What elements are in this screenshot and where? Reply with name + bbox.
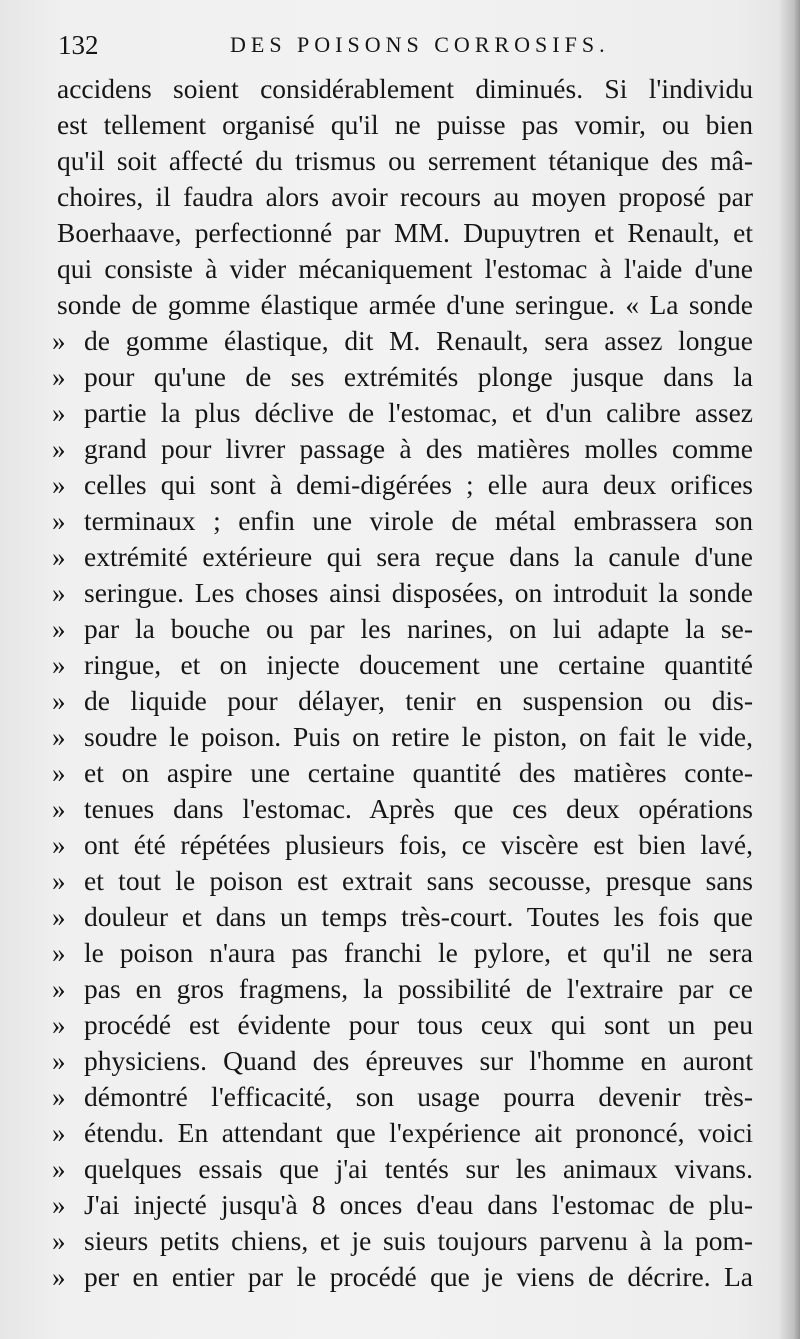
- text-line: [0, 251, 800, 287]
- guillemet: »: [52, 614, 66, 644]
- text-line: [0, 71, 800, 107]
- line-text: de gomme élastique, dit M. Renault, sera assez longue: [84, 325, 753, 356]
- line-text: douleur et dans un temps très-court. Toutes les fois que: [84, 901, 753, 932]
- guillemet: »: [52, 902, 66, 932]
- line-text: tenues dans l'estomac. Après que ces deux opérations: [84, 793, 753, 824]
- line-text: et on aspire une certaine quantité des matières conte-: [84, 757, 753, 788]
- text-line: [0, 1187, 800, 1223]
- line-text: sonde de gomme élastique armée d'une seringue. « La sonde: [57, 289, 753, 320]
- line-text: terminaux ; enfin une virole de métal embrassera son: [84, 505, 753, 536]
- text-line: [0, 1007, 800, 1043]
- text-line: [0, 1079, 800, 1115]
- line-text: seringue. Les choses ainsi disposées, on introduit la sonde: [84, 577, 753, 608]
- line-text: accidens soient considérablement diminués. Si l'individu: [57, 73, 753, 104]
- text-line: [0, 1115, 800, 1151]
- line-text: pas en gros fragmens, la possibilité de l'extraire par ce: [84, 973, 753, 1004]
- line-text: celles qui sont à demi-digérées ; elle aura deux orifices: [84, 469, 753, 500]
- line-text: extrémité extérieure qui sera reçue dans la canule d'une: [84, 541, 753, 572]
- line-text: démontré l'efficacité, son usage pourra devenir très-: [84, 1081, 753, 1112]
- guillemet: »: [52, 758, 66, 788]
- guillemet: »: [52, 1190, 66, 1220]
- guillemet: »: [52, 974, 66, 1004]
- guillemet: »: [52, 542, 66, 572]
- page-number: 132: [58, 30, 99, 60]
- text-line: [0, 647, 800, 683]
- guillemet: »: [52, 470, 66, 500]
- guillemet: »: [52, 326, 66, 356]
- line-text: qu'il soit affecté du trismus ou serrement tétanique des mâ-: [57, 145, 753, 176]
- guillemet: »: [52, 578, 66, 608]
- text-line: [0, 755, 800, 791]
- guillemet: »: [52, 722, 66, 752]
- line-text: pour qu'une de ses extrémités plonge jusque dans la: [84, 361, 753, 392]
- line-text: J'ai injecté jusqu'à 8 onces d'eau dans l'estomac de plu-: [84, 1189, 753, 1220]
- guillemet: »: [52, 686, 66, 716]
- text-line: [0, 215, 800, 251]
- text-line: [0, 791, 800, 827]
- text-line: [0, 539, 800, 575]
- text-line: [0, 359, 800, 395]
- text-line: [0, 143, 800, 179]
- text-line: [0, 467, 800, 503]
- guillemet: »: [52, 434, 66, 464]
- text-line: [0, 575, 800, 611]
- text-line: [0, 1151, 800, 1187]
- text-line: [0, 431, 800, 467]
- line-text: soudre le poison. Puis on retire le piston, on fait le vide,: [84, 721, 753, 752]
- line-text: Boerhaave, perfectionné par MM. Dupuytren et Renault, et: [57, 217, 753, 248]
- guillemet: »: [52, 866, 66, 896]
- line-text: qui consiste à vider mécaniquement l'estomac à l'aide d'une: [57, 253, 753, 284]
- text-line: [0, 899, 800, 935]
- text-line: [0, 1259, 800, 1295]
- line-text: physiciens. Quand des épreuves sur l'homme en auront: [84, 1045, 753, 1076]
- text-line: [0, 863, 800, 899]
- text-line: [0, 1043, 800, 1079]
- text-line: [0, 1223, 800, 1259]
- line-text: et tout le poison est extrait sans secousse, presque sans: [84, 865, 753, 896]
- text-line: [0, 827, 800, 863]
- guillemet: »: [52, 1262, 66, 1292]
- line-text: de liquide pour délayer, tenir en suspension ou dis-: [84, 685, 753, 716]
- guillemet: »: [52, 1082, 66, 1112]
- guillemet: »: [52, 362, 66, 392]
- text-line: [0, 683, 800, 719]
- running-title: DES POISONS CORROSIFS.: [230, 32, 610, 57]
- text-line: [0, 935, 800, 971]
- line-text: ringue, et on injecte doucement une certaine quantité: [84, 649, 753, 680]
- guillemet: »: [52, 506, 66, 536]
- guillemet: »: [52, 794, 66, 824]
- text-line: [0, 971, 800, 1007]
- guillemet: »: [52, 398, 66, 428]
- line-text: le poison n'aura pas franchi le pylore, et qu'il ne sera: [84, 937, 753, 968]
- guillemet: »: [52, 1226, 66, 1256]
- text-line: [0, 503, 800, 539]
- text-line: [0, 287, 800, 323]
- line-text: quelques essais que j'ai tentés sur les animaux vivans.: [84, 1153, 753, 1184]
- line-text: est tellement organisé qu'il ne puisse pas vomir, ou bien: [57, 109, 753, 140]
- text-line: [0, 179, 800, 215]
- line-text: per en entier par le procédé que je viens de décrire. La: [84, 1261, 753, 1292]
- guillemet: »: [52, 1046, 66, 1076]
- line-text: sieurs petits chiens, et je suis toujours parvenu à la pom-: [84, 1225, 753, 1256]
- guillemet: »: [52, 830, 66, 860]
- guillemet: »: [52, 650, 66, 680]
- guillemet: »: [52, 1118, 66, 1148]
- guillemet: »: [52, 938, 66, 968]
- text-line: [0, 611, 800, 647]
- guillemet: »: [52, 1010, 66, 1040]
- running-head: [58, 30, 748, 70]
- line-text: choires, il faudra alors avoir recours au moyen proposé par: [57, 181, 753, 212]
- line-text: étendu. En attendant que l'expérience ait prononcé, voici: [84, 1117, 753, 1148]
- line-text: ont été répétées plusieurs fois, ce viscère est bien lavé,: [84, 829, 753, 860]
- text-line: [0, 719, 800, 755]
- guillemet: »: [52, 1154, 66, 1184]
- text-line: [0, 323, 800, 359]
- line-text: partie la plus déclive de l'estomac, et d'un calibre assez: [84, 397, 753, 428]
- line-text: grand pour livrer passage à des matières molles comme: [84, 433, 753, 464]
- line-text: par la bouche ou par les narines, on lui adapte la se-: [84, 613, 753, 644]
- text-line: [0, 107, 800, 143]
- text-line: [0, 395, 800, 431]
- line-text: procédé est évidente pour tous ceux qui sont un peu: [84, 1009, 753, 1040]
